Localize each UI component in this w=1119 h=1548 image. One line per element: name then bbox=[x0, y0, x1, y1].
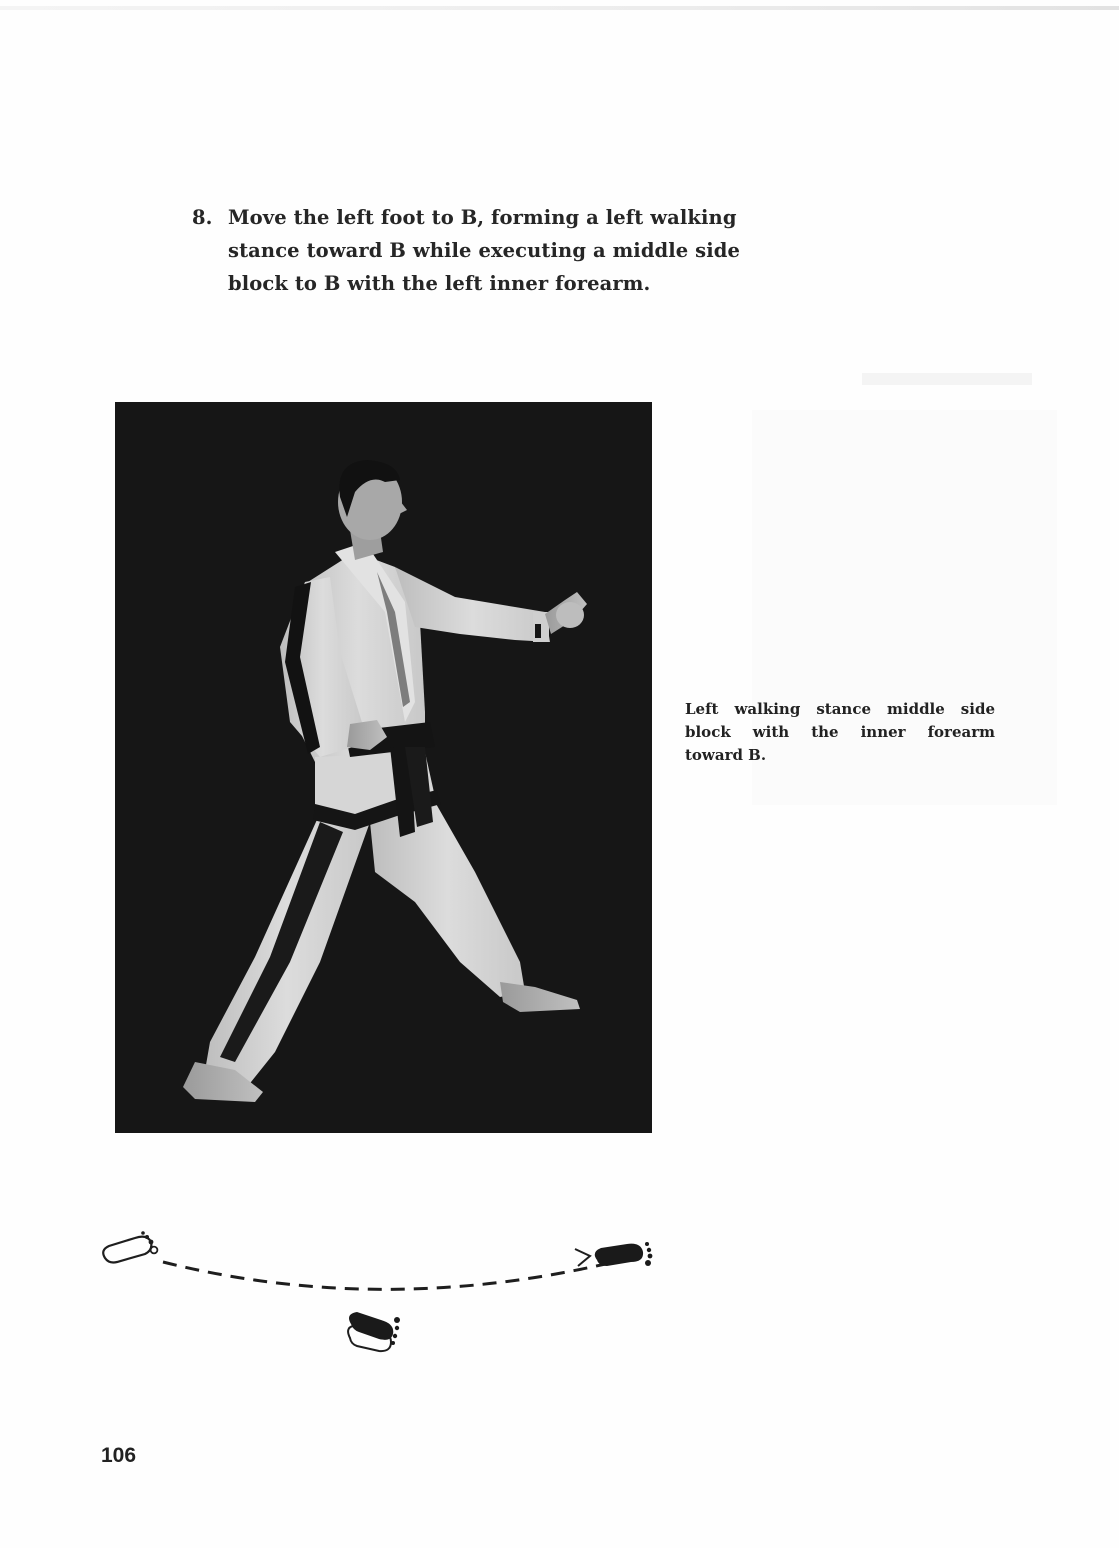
stationary-foot-icon bbox=[348, 1312, 400, 1351]
photo-caption bbox=[685, 698, 995, 767]
instruction-line: block to B with the left inner forearm. bbox=[228, 272, 651, 295]
page-top-edge bbox=[0, 6, 1119, 10]
martial-artist-figure bbox=[115, 402, 652, 1133]
caption-line: toward B. bbox=[685, 746, 767, 764]
outline-foot-icon bbox=[103, 1231, 157, 1262]
instruction-line: Move the left foot to B, forming a left walking bbox=[228, 206, 737, 229]
filled-foot-icon bbox=[595, 1242, 653, 1266]
dashed-path-arrow bbox=[163, 1255, 642, 1289]
caption-line: Left walking stance middle side bbox=[685, 700, 995, 718]
footwork-diagram bbox=[95, 1220, 665, 1370]
arrowhead-icon bbox=[575, 1249, 590, 1266]
caption-line: block with the inner forearm bbox=[685, 723, 995, 741]
page-number: 106 bbox=[101, 1444, 137, 1467]
bleed-through-caption bbox=[862, 373, 1032, 385]
instruction-text bbox=[228, 201, 792, 300]
instruction-step bbox=[192, 201, 792, 300]
instruction-line: stance toward B while executing a middle side bbox=[228, 239, 741, 262]
step-number: 8. bbox=[192, 206, 213, 229]
stance-photo bbox=[115, 402, 652, 1133]
